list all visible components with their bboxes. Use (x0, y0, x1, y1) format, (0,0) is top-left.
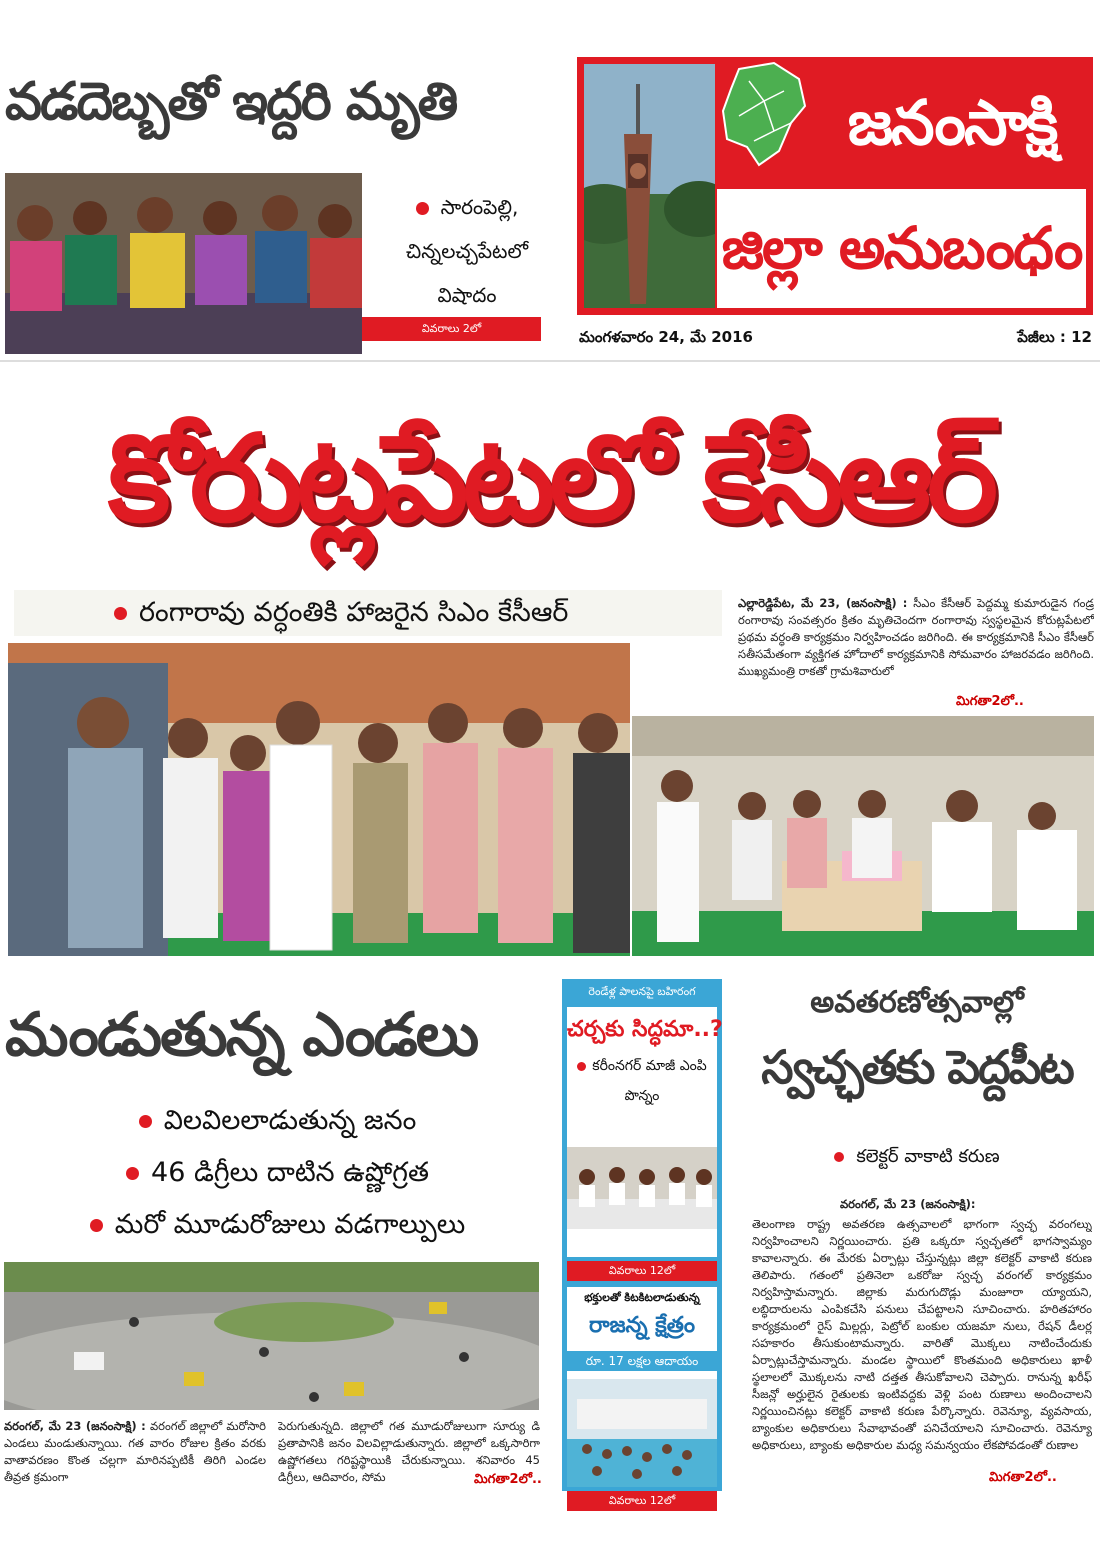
clean-kicker: అవతరణోత్సవాల్లో (810, 985, 1024, 1020)
empty-road-photo (4, 1262, 539, 1410)
bullet-dot-icon (114, 607, 127, 620)
bullet-dot-icon (416, 202, 429, 215)
heat-more-link[interactable]: మిగతా2లో.. (470, 1472, 542, 1490)
sidebar-more-link1[interactable]: వివరాలు 12లో (567, 1261, 717, 1281)
top-divider (0, 360, 1100, 362)
issue-date: మంగళవారం 24, మే 2016 (579, 328, 753, 346)
masthead (577, 57, 1093, 315)
clean-more-link[interactable]: మిగతా2లో.. (985, 1470, 1057, 1488)
story1-headline: వడదెబ్బతో ఇద్దరి మృతి (5, 72, 457, 132)
lead-body-text: సీఎం కేసీఆర్ పెద్దమ్మ కుమారుడైన గండ్ర రంగారావు సంవత్సరం క్రితం మృతిచెందగా రంగారావు స్వస్థలమైన కోరుట్లపేటలో ప్రథమ వర్ధంతి కార్యక్రమం నిర్వహించడం జరిగింది. ఈ కార్యక్రమానికి సీఎం కేసీఆర్ సతీసమేతంగా వ్యక్తిగత హోదాలో కార్యక్రమానికి సోమవారం హాజరవడం జరిగింది. ముఖ్యమంత్రి రాకతో గ్రామశివారులో (738, 596, 1094, 678)
sidebar-head2: రాజన్న క్షేత్రం (588, 1313, 696, 1338)
bullet-dot-icon (834, 1152, 844, 1162)
story1-more-link[interactable]: వివరాలు 2లో (362, 317, 541, 341)
heat-dateline: వరంగల్, మే 23 (జనంసాక్షి) : (4, 1419, 146, 1433)
brand-subtitle: జిల్లా అనుబంధం (721, 214, 1082, 282)
sidebar-kicker1: రెండేళ్ల పాలనపై బహిరంగ (588, 985, 696, 998)
heat-bullet: విలవిలలాడుతున్న జనం (5, 1095, 550, 1147)
heat-bullet: మరో మూడురోజులు వడగాల్పులు (5, 1199, 550, 1251)
telangana-map-icon (719, 61, 809, 171)
temple-crowd-photo (567, 1379, 717, 1487)
sidebar-more-link2[interactable]: వివరాలు 12లో (567, 1491, 717, 1511)
lead-body (738, 595, 1094, 715)
lead-subhead-box (14, 590, 722, 636)
clean-headline: స్వచ్ఛతకు పెద్దపీట (761, 1040, 1073, 1094)
sidebar-panel2 (567, 1287, 717, 1487)
cm-arrival-photo (8, 643, 630, 956)
sidebar-box (562, 979, 723, 1507)
heat-body-col1: వరంగల్, మే 23 (జనంసాక్షి) : వరంగల్ జిల్లాలో మరోసారి ఎండలు మండుతున్నాయి. గత వారం రోజుల క్రితం వరకు వాతావరణం కొంత చల్లగా మారినప్పటికీ తిరిగి ఎండల తీవ్రత క్రమంగా (4, 1419, 266, 1484)
lead-headline: కోరుట్లపేటలో కేసీఆర్ (107, 410, 993, 549)
edition-panel (717, 189, 1086, 308)
lead-subhead: రంగారావు వర్ధంతికి హాజరైన సిఎం కేసీఆర్ (139, 597, 569, 628)
heat-bullet: 46 డిగ్రీలు దాటిన ఉష్ణోగ్రత (5, 1147, 550, 1199)
press-meet-photo (567, 1147, 717, 1229)
bullet-dot-icon (90, 1219, 103, 1232)
sidebar-panel1 (567, 1007, 723, 1257)
bullet-dot-icon (577, 1062, 586, 1071)
sidebar-kicker2: భక్తులతో కిటకిటలాడుతున్న (584, 1291, 700, 1304)
mourners-photo (5, 173, 362, 354)
sidebar-head1: చర్చకు సిద్ధమా..? (567, 1017, 723, 1042)
brand-name: జనంసాక్షి (847, 86, 1057, 159)
sidebar-bullet1: కరీంనగర్ మాజీ ఎంపి పొన్నం (567, 1051, 717, 1111)
heat-body-col2: పెరుగుతున్నది. జిల్లాలో గత మూడురోజులుగా సూర్యు డి ప్రతాపానికి జనం విలవిల్లాడుతున్నారు. జిల్లాలో ఒక్కసారిగా ఉష్ణోగతలు గరిష్టస్థాయికి చేరుకున్నాయి. శనివారం 45 డిగ్రీలు, ఆదివారం, సోమ (278, 1419, 540, 1484)
lead-dateline: ఎల్లారెడ్డిపేట, మే 23, (జనంసాక్షి) : (738, 596, 908, 610)
clean-dateline: వరంగల్, మే 23 (జనంసాక్షి): (840, 1197, 976, 1211)
memorial-photo (584, 64, 715, 308)
heat-headline: మండుతున్న ఎండలు (5, 1000, 478, 1070)
heat-bullets (5, 1095, 550, 1251)
clean-body: తెలంగాణ రాష్ట్ర అవతరణ ఉత్సవాలలో భాగంగా స్వచ్ఛ వరంగల్ను నిర్వహించాలని నిర్ణయించారు. ప్రతి ఒక్కరూ స్వచ్ఛతలో భాగస్వామ్యం కావాలన్నారు. ఈ మేరకు ఏర్పాట్లు చేస్తున్నట్లు జిల్లా కలెక్టర్ వాకాటి కరుణ తెలిపారు. గతంలో ప్రతినెలా ఒకరోజు స్వచ్ఛ వరంగల్ కార్యక్రమం నిర్వహిస్తామన్నారు. జిల్లాకు మరుగుదొడ్లు మంజూరా య్యాయని, లబ్ధిదారులను ఎంపికచేసి పనులు చేపట్టాలని సూచించారు. హరితహారం కార్యక్రమంలో రైస్ మిల్లర్లు, పెట్రోల్ బంకుల యజమా నులు, రేషన్ డీలర్ల సహకారం తీసుకుంటామన్నారు. వారితో మొక్కలు నాటించేందుకు ఏర్పాట్లుచేస్తామన్నారు. మండల స్థాయిలో కొంతమంది అధికారులు ఖాళీ స్థలాలలో మొక్కలను నాటి దత్తత తీసుకోవాలని చెప్పారు. రానున్న ఖరీఫ్ సీజన్లో అర్హులైన రైతులకు ఇంటివద్దకు వెళ్లి పంట రుణాలు అందించాలని నిర్ణయించినట్లు కలెక్టర్ వాకాటి కరుణ పేర్కొన్నారు. రెవెన్యూ, వ్యవసాయ, బ్యాంకుల అధికారులు సేవాభావంతో పనిచేయాలని సూచించారు. రెవెన్యూ అధికారులు, బ్యాంకు అధికారుల మధ్య సమన్వయం లేకపోవడంతో రుణాల (752, 1217, 1092, 1452)
sidebar-income: రూ. 17 లక్షల ఆదాయం (567, 1351, 717, 1371)
page-count: పేజీలు : 12 (1017, 328, 1092, 346)
story1-bullet: సారంపెల్లి, చిన్నలచ్చపేటలో విషాదం (405, 195, 529, 307)
clean-bullet: కలెక్టర్ వాకాటి కరుణ (740, 1146, 1094, 1171)
ceremony-seating-photo (632, 716, 1094, 956)
lead-more-link[interactable]: మిగతా2లో.. (950, 694, 1024, 712)
bullet-dot-icon (126, 1167, 139, 1180)
bullet-dot-icon (139, 1115, 152, 1128)
